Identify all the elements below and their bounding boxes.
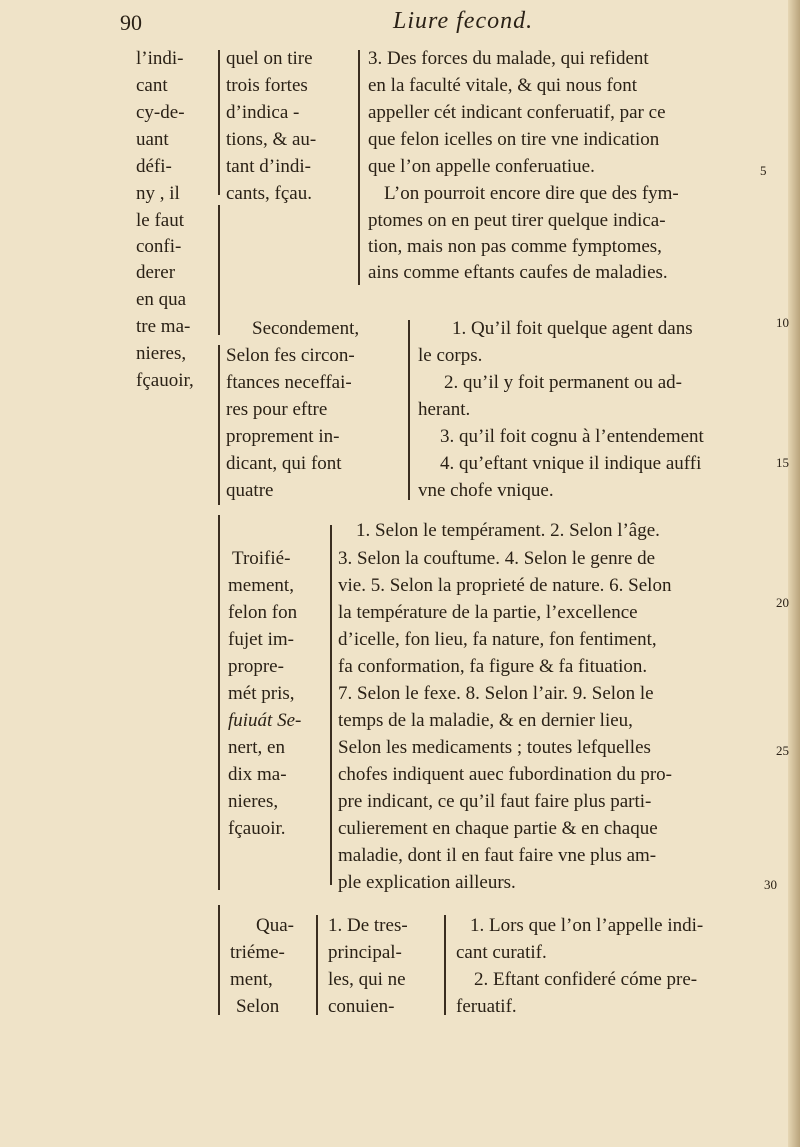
- third-text-line: 1. Selon le tempérament. 2. Selon l’âge.: [356, 520, 660, 541]
- col-a-line: ny , il: [136, 183, 180, 204]
- third-intro-line: Troifié-: [232, 548, 291, 569]
- third-text-line: vie. 5. Selon la proprieté de nature. 6. Selon: [338, 575, 672, 596]
- bracket-rule: [218, 345, 220, 505]
- col-a-line: nieres,: [136, 343, 187, 364]
- page-gutter-shadow: [788, 0, 800, 1147]
- fourth-mid-line: les, qui ne: [328, 969, 406, 990]
- section3-line: ains comme eftants caufes de maladies.: [368, 262, 668, 283]
- second-intro-line: ftances neceffai-: [226, 372, 352, 393]
- folio-number: 90: [120, 10, 142, 35]
- third-intro-line: nieres,: [228, 791, 279, 812]
- col-b-line: tions, & au-: [226, 129, 317, 150]
- section3-line: que l’on appelle conferuatiue.: [368, 156, 595, 177]
- fourth-intro-line: triéme-: [230, 942, 285, 963]
- third-intro-line: fçauoir.: [228, 818, 286, 839]
- bracket-rule: [330, 525, 332, 885]
- third-text-line: temps de la maladie, & en dernier lieu,: [338, 710, 633, 731]
- third-text-line: 3. Selon la couftume. 4. Selon le genre de: [338, 548, 656, 569]
- second-intro-line: Selon fes circon-: [226, 345, 355, 366]
- section3-line: 3. Des forces du malade, qui refident: [368, 48, 649, 69]
- col-b-line: d’indica -: [226, 102, 300, 123]
- third-text-line: chofes indiquent auec fubordination du pro-: [338, 764, 672, 785]
- col-a-line: cant: [136, 75, 168, 96]
- col-b-line: quel on tire: [226, 48, 313, 69]
- section3-line: appeller cét indicant conferuatif, par ce: [368, 102, 666, 123]
- second-intro-line: dicant, qui font: [226, 453, 342, 474]
- third-intro-line: mement,: [228, 575, 294, 596]
- bracket-rule: [444, 915, 446, 1015]
- third-text-line: Selon les medicaments ; toutes lefquelles: [338, 737, 651, 758]
- second-item-line: 3. qu’il foit cognu à l’entendement: [440, 426, 704, 447]
- margin-line-number: 15: [776, 455, 789, 470]
- third-text-line: d’icelle, fon lieu, fa nature, fon fentiment,: [338, 629, 657, 650]
- fourth-mid-line: principal-: [328, 942, 402, 963]
- fourth-intro-line: Selon: [236, 996, 280, 1017]
- section3-line: en la faculté vitale, & qui nous font: [368, 75, 638, 96]
- second-item-line: le corps.: [418, 345, 483, 366]
- col-a-line: confi-: [136, 236, 182, 257]
- col-b-line: trois fortes: [226, 75, 308, 96]
- third-intro-line: nert, en: [228, 737, 285, 758]
- margin-line-number: 30: [764, 877, 777, 892]
- third-text-line: 7. Selon le fexe. 8. Selon l’air. 9. Selon le: [338, 683, 654, 704]
- second-item-line: 2. qu’il y foit permanent ou ad-: [444, 372, 682, 393]
- col-a-line: derer: [136, 262, 176, 283]
- margin-line-number: 20: [776, 595, 789, 610]
- bracket-rule: [218, 205, 220, 335]
- col-b-line: cants, fçau.: [226, 183, 312, 204]
- third-text-line: fa conformation, fa figure & fa fituation.: [338, 656, 648, 677]
- fourth-intro-line: ment,: [230, 969, 273, 990]
- third-text-line: culierement en chaque partie & en chaque: [338, 818, 658, 839]
- second-intro-line: res pour eftre: [226, 399, 328, 420]
- second-intro-line: quatre: [226, 480, 274, 501]
- fourth-right-line: 1. Lors que l’on l’appelle indi-: [470, 915, 704, 936]
- bracket-rule: [218, 515, 220, 890]
- second-intro-line: proprement in-: [226, 426, 340, 447]
- second-item-line: 4. qu’eftant vnique il indique auffi: [440, 453, 702, 474]
- third-intro-line: fuiuát Se-: [228, 710, 302, 731]
- bracket-rule: [218, 50, 220, 195]
- fourth-right-line: 2. Eftant confideré cóme pre-: [474, 969, 698, 990]
- running-title: Liure fecond.: [393, 8, 534, 34]
- section3-line: ptomes on en peut tirer quelque indica-: [368, 210, 666, 231]
- third-intro-line: fujet im-: [228, 629, 294, 650]
- margin-line-number: 5: [760, 163, 767, 178]
- bracket-rule: [358, 50, 360, 285]
- col-a-line: tre ma-: [136, 316, 191, 337]
- bracket-rule: [316, 915, 318, 1015]
- col-a-line: l’indi-: [136, 48, 184, 69]
- third-text-line: la température de la partie, l’excellence: [338, 602, 638, 623]
- col-b-line: tant d’indi-: [226, 156, 311, 177]
- fourth-right-line: cant curatif.: [456, 942, 547, 963]
- fourth-right-line: feruatif.: [456, 996, 517, 1017]
- section3-line: que felon icelles on tire vne indication: [368, 129, 660, 150]
- margin-line-number: 25: [776, 743, 789, 758]
- col-a-line: défi-: [136, 156, 172, 177]
- section3-line: L’on pourroit encore dire que des fym-: [384, 183, 679, 204]
- third-text-line: maladie, dont il en faut faire vne plus am-: [338, 845, 657, 866]
- second-item-line: herant.: [418, 399, 471, 420]
- fourth-intro-line: Qua-: [256, 915, 294, 936]
- col-a-line: le faut: [136, 210, 185, 231]
- third-text-line: pre indicant, ce qu’il faut faire plus parti-: [338, 791, 652, 812]
- third-intro-line: mét pris,: [228, 683, 295, 704]
- bracket-rule: [218, 905, 220, 1015]
- col-a-line: uant: [136, 129, 169, 150]
- col-a-line: cy-de-: [136, 102, 185, 123]
- third-intro-line: felon fon: [228, 602, 298, 623]
- margin-line-number: 10: [776, 315, 789, 330]
- third-intro-line: propre-: [228, 656, 284, 677]
- fourth-mid-line: conuien-: [328, 996, 395, 1017]
- third-text-line: ple explication ailleurs.: [338, 872, 516, 893]
- col-a-line: fçauoir,: [136, 370, 194, 391]
- second-item-line: 1. Qu’il foit quelque agent dans: [452, 318, 693, 339]
- second-intro-line: Secondement,: [252, 318, 360, 339]
- second-item-line: vne chofe vnique.: [418, 480, 554, 501]
- col-a-line: en qua: [136, 289, 187, 310]
- bracket-rule: [408, 320, 410, 500]
- section3-line: tion, mais non pas comme fymptomes,: [368, 236, 662, 257]
- fourth-mid-line: 1. De tres-: [328, 915, 408, 936]
- third-intro-line: dix ma-: [228, 764, 287, 785]
